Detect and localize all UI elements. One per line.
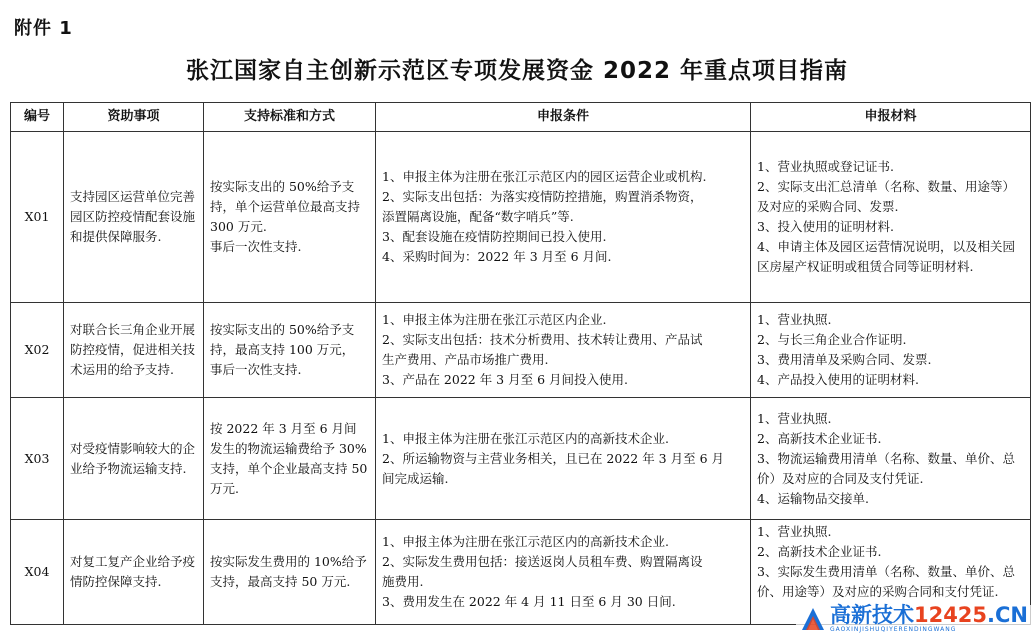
header-materials: 申报材料 bbox=[751, 103, 1031, 132]
condition-line: 1、申报主体为注册在张江示范区内的园区运营企业或机构. bbox=[382, 169, 707, 184]
condition-line: 1、申报主体为注册在张江示范区内的高新技术企业. bbox=[382, 534, 669, 549]
row-conditions bbox=[376, 303, 751, 398]
row-standard bbox=[204, 520, 376, 625]
condition-line: 2、实际支出包括：技术分析费用、技术转让费用、产品试 bbox=[382, 332, 703, 347]
header-conditions: 申报条件 bbox=[376, 103, 751, 132]
project-guide-table bbox=[10, 102, 1031, 625]
condition-line: 3、产品在 2022 年 3 月至 6 月间投入使用. bbox=[382, 372, 628, 387]
table-row bbox=[11, 303, 1031, 398]
row-materials bbox=[751, 303, 1031, 398]
row-conditions bbox=[376, 132, 751, 303]
material-line: 2、高新技术企业证书. bbox=[757, 430, 882, 446]
material-line: 4、申请主体及园区运营情况说明，以及相关园区房屋产权证明或租赁合同等证明材料. bbox=[757, 239, 1015, 274]
row-code: X04 bbox=[11, 520, 64, 625]
row-standard bbox=[204, 132, 376, 303]
table-row bbox=[11, 398, 1031, 520]
row-conditions bbox=[376, 520, 751, 625]
standard-line: 按 2022 年 3 月至 6 月间发生的物流运输费给予 30%支持，单个企业最高支持 50 万元. bbox=[210, 420, 368, 496]
condition-line: 间完成运输. bbox=[382, 470, 449, 486]
row-materials bbox=[751, 398, 1031, 520]
watermark-sub-text: GAOXINJISHUQIYERENDINGWANG bbox=[829, 626, 957, 633]
table-header-row bbox=[11, 103, 1031, 132]
standard-line: 事后一次性支持. bbox=[210, 362, 302, 377]
condition-line: 2、实际发生费用包括：接送返岗人员租车费、购置隔离设 bbox=[382, 554, 703, 569]
header-code: 编号 bbox=[11, 103, 64, 132]
material-line: 2、与长三角企业合作证明. bbox=[757, 332, 907, 347]
material-line: 1、营业执照. bbox=[757, 312, 832, 327]
attachment-label: 附件 1 bbox=[14, 18, 73, 39]
standard-line: 按实际发生费用的 10%给予支持，最高支持 50 万元. bbox=[210, 554, 367, 589]
condition-line: 2、实际支出包括：为落实疫情防控措施，购置消杀物资， bbox=[382, 189, 703, 204]
header-item: 资助事项 bbox=[64, 103, 204, 132]
watermark-main-text: 高新技术12425.CN bbox=[829, 603, 1028, 627]
watermark-text bbox=[830, 605, 1028, 633]
material-line: 2、高新技术企业证书. bbox=[757, 544, 882, 559]
condition-line: 添置隔离设施，配备“数字哨兵”等. bbox=[382, 209, 574, 224]
table-row bbox=[11, 132, 1031, 303]
header-standard: 支持标准和方式 bbox=[204, 103, 376, 132]
condition-line: 1、申报主体为注册在张江示范区内的高新技术企业. bbox=[382, 430, 669, 446]
row-code: X03 bbox=[11, 398, 64, 520]
row-materials bbox=[751, 132, 1031, 303]
site-watermark bbox=[796, 605, 1032, 633]
condition-line: 2、所运输物资与主营业务相关，且已在 2022 年 3 月至 6 月 bbox=[382, 450, 725, 466]
condition-line: 4、采购时间为：2022 年 3 月至 6 月间. bbox=[382, 249, 612, 264]
condition-line: 施费用. bbox=[382, 574, 424, 589]
material-line: 1、营业执照或登记证书. bbox=[757, 159, 894, 174]
material-line: 4、产品投入使用的证明材料. bbox=[757, 372, 919, 387]
condition-line: 生产费用、产品市场推广费用. bbox=[382, 352, 549, 367]
material-line: 1、营业执照. bbox=[757, 524, 832, 539]
row-standard bbox=[204, 398, 376, 520]
row-standard bbox=[204, 303, 376, 398]
row-item: 对联合长三角企业开展防控疫情，促进相关技术运用的给予支持. bbox=[64, 303, 204, 398]
material-line: 4、运输物品交接单. bbox=[757, 490, 869, 506]
material-line: 3、费用清单及采购合同、发票. bbox=[757, 352, 932, 367]
material-line: 2、实际支出汇总清单（名称、数量、用途等）及对应的采购合同、发票. bbox=[757, 179, 1015, 214]
row-item: 支持园区运营单位完善园区防控疫情配套设施和提供保障服务. bbox=[64, 132, 204, 303]
material-line: 1、营业执照. bbox=[757, 410, 832, 426]
standard-line: 事后一次性支持. bbox=[210, 239, 302, 254]
row-code: X01 bbox=[11, 132, 64, 303]
row-code: X02 bbox=[11, 303, 64, 398]
condition-line: 1、申报主体为注册在张江示范区内企业. bbox=[382, 312, 607, 327]
watermark-logo-icon bbox=[800, 606, 826, 632]
standard-line: 按实际支出的 50%给予支持，最高支持 100 万元， bbox=[210, 322, 355, 357]
row-conditions bbox=[376, 398, 751, 520]
condition-line: 3、配套设施在疫情防控期间已投入使用. bbox=[382, 229, 607, 244]
material-line: 3、物流运输费用清单（名称、数量、单价、总价）及对应的合同及支付凭证. bbox=[757, 450, 1015, 486]
material-line: 3、实际发生费用清单（名称、数量、单价、总价、用途等）及对应的采购合同和支付凭证. bbox=[757, 564, 1015, 599]
standard-line: 按实际支出的 50%给予支持，单个运营单位最高支持 300 万元. bbox=[210, 179, 361, 234]
row-item: 对复工复产企业给予疫情防控保障支持. bbox=[64, 520, 204, 625]
condition-line: 3、费用发生在 2022 年 4 月 11 日至 6 月 30 日间. bbox=[382, 594, 676, 609]
document-title: 张江国家自主创新示范区专项发展资金 2022 年重点项目指南 bbox=[185, 58, 849, 84]
material-line: 3、投入使用的证明材料. bbox=[757, 219, 894, 234]
row-item: 对受疫情影响较大的企业给予物流运输支持. bbox=[64, 398, 204, 520]
